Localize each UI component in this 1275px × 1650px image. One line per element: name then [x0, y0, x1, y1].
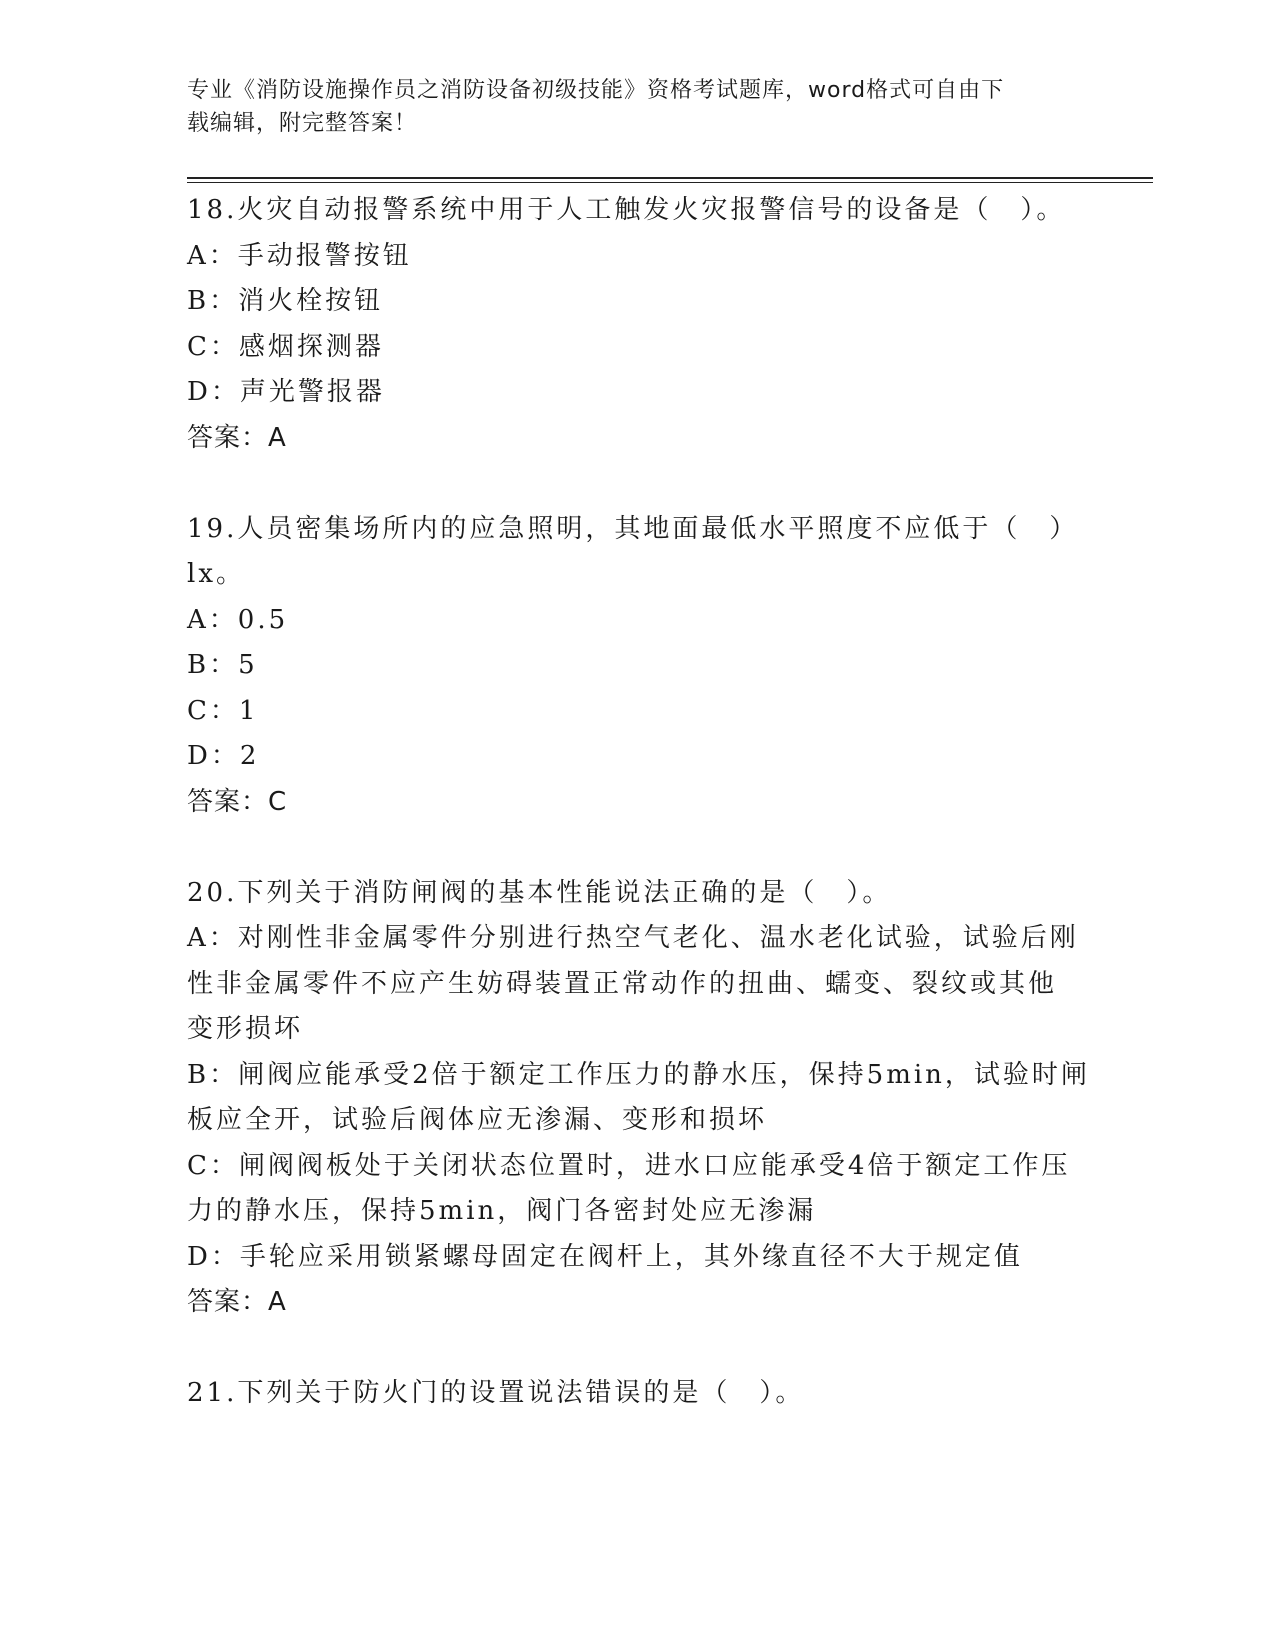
question-stem: 20.下列关于消防闸阀的基本性能说法正确的是（ ）。	[187, 877, 892, 908]
option-a-line-2: 性非金属零件不应产生妨碍装置正常动作的扭曲、蠕变、裂纹或其他	[187, 968, 1058, 999]
option-b: B：5	[187, 650, 258, 680]
header-divider-thick	[187, 177, 1153, 179]
question-spacer	[187, 825, 1087, 871]
option-a-line-3: 变形损坏	[187, 1014, 304, 1044]
option-b-line-2: 板应全开，试验后阀体应无渗漏、变形和损坏	[187, 1105, 768, 1135]
option-c: C：1	[187, 695, 259, 726]
answer-text: 答案：A	[187, 1287, 287, 1317]
document-header	[187, 74, 1067, 140]
header-line-2: 载编辑，附完整答案！	[187, 111, 418, 136]
option-d: D：2	[187, 741, 260, 771]
question-20	[187, 871, 1090, 1326]
question-spacer	[187, 461, 1087, 507]
option-c: C：感烟探测器	[187, 331, 384, 362]
question-21	[187, 1371, 1087, 1417]
header-line-1: 专业《消防设施操作员之消防设备初级技能》资格考试题库，word格式可自由下	[187, 78, 1005, 103]
question-19	[187, 507, 1087, 826]
answer-text: 答案：C	[187, 786, 288, 817]
answer-text: 答案：A	[187, 422, 287, 453]
option-d: D：手轮应采用锁紧螺母固定在阀杆上，其外缘直径不大于规定值	[187, 1241, 1023, 1272]
option-b: B：消火栓按钮	[187, 286, 384, 316]
option-c-line-1: C：闸阀阀板处于关闭状态位置时，进水口应能承受4倍于额定工作压	[187, 1150, 1071, 1181]
question-stem: 18.火灾自动报警系统中用于人工触发火灾报警信号的设备是（ ）。	[187, 195, 1066, 225]
question-stem-line-2: lx。	[187, 559, 245, 589]
question-18	[187, 188, 1087, 461]
question-list	[187, 188, 1090, 1417]
option-d: D：声光警报器	[187, 377, 385, 407]
question-stem: 21.下列关于防火门的设置说法错误的是（ ）。	[187, 1378, 805, 1408]
question-stem-line-1: 19.人员密集场所内的应急照明，其地面最低水平照度不应低于（ ）	[187, 513, 1079, 544]
header-divider-thin	[187, 182, 1153, 183]
question-spacer	[187, 1326, 1087, 1372]
option-c-line-2: 力的静水压，保持5min，阀门各密封处应无渗漏	[187, 1196, 817, 1226]
option-b-line-1: B：闸阀应能承受2倍于额定工作压力的静水压，保持5min，试验时闸	[187, 1059, 1090, 1090]
option-a-line-1: A：对刚性非金属零件分别进行热空气老化、温水老化试验，试验后刚	[187, 923, 1079, 953]
option-a: A：手动报警按钮	[187, 240, 412, 271]
option-a: A：0.5	[187, 604, 289, 635]
